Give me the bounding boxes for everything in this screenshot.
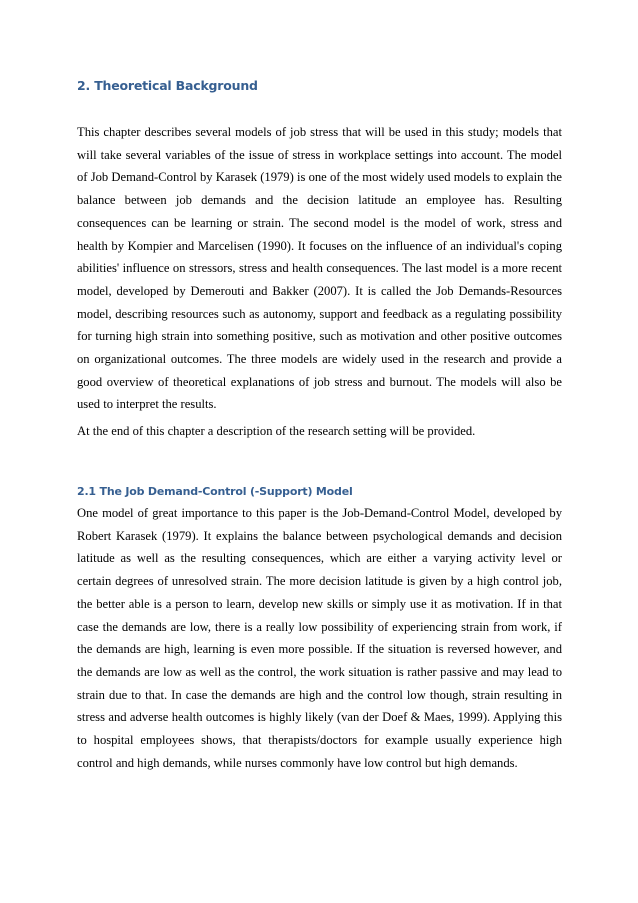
intro-paragraph: This chapter describes several models of job stress that will be used in this study; models that will take several variables of the issue of stress in workplace settings into account. The model of Job Demand-Control by Karasek (1979) is one of the most widely used models to explain the balance between job demands and the decision latitude an employee has. Resulting consequences can be learning or strain. The second model is the model of work, stress and health by Kompier and Marcelisen (1990). It focuses on the influence of an individual's coping abilities' influence on stressors, stress and health consequences. The last model is a more recent model, developed by Demerouti and Bakker (2007). It is called the Job Demands-Resources model, describing resources such as autonomy, support and feedback as a regulating possibility for turning high strain into something positive, such as motivation and other positive outcomes on organizational outcomes. The three models are widely used in the research and provide a good overview of theoretical explanations of job stress and burnout. The models will also be used to interpret the results. bbox=[77, 125, 562, 412]
closing-paragraph: At the end of this chapter a description of the research setting will be provided. bbox=[77, 424, 476, 438]
subsection-heading: 2.1 The Job Demand-Control (-Support) Model bbox=[77, 485, 353, 498]
subsection-paragraph: One model of great importance to this paper is the Job-Demand-Control Model, developed by Robert Karasek (1979). It explains the balance between psychological demands and decision latitude as well as the resulting consequences, which are either a varying activity level or certain degrees of unresolved strain. The more decision latitude is given by a high control job, the better able is a person to learn, develop new skills or simply use it as motivation. If in that case the demands are low, there is a really low possibility of experiencing strain from work, if the demands are high, learning is even more possible. If the situation is reversed however, and the demands are low as well as the control, the work situation is rather passive and may lead to strain due to that. In case the demands are high and the control low though, strain resulting in stress and adverse health outcomes is highly likely (van der Doef & Maes, 1999). Applying this to hospital employees shows, that therapists/doctors for example usually experience high control and high demands, while nurses commonly have low control but high demands. bbox=[77, 506, 562, 770]
section-heading: 2. Theoretical Background bbox=[77, 78, 258, 93]
